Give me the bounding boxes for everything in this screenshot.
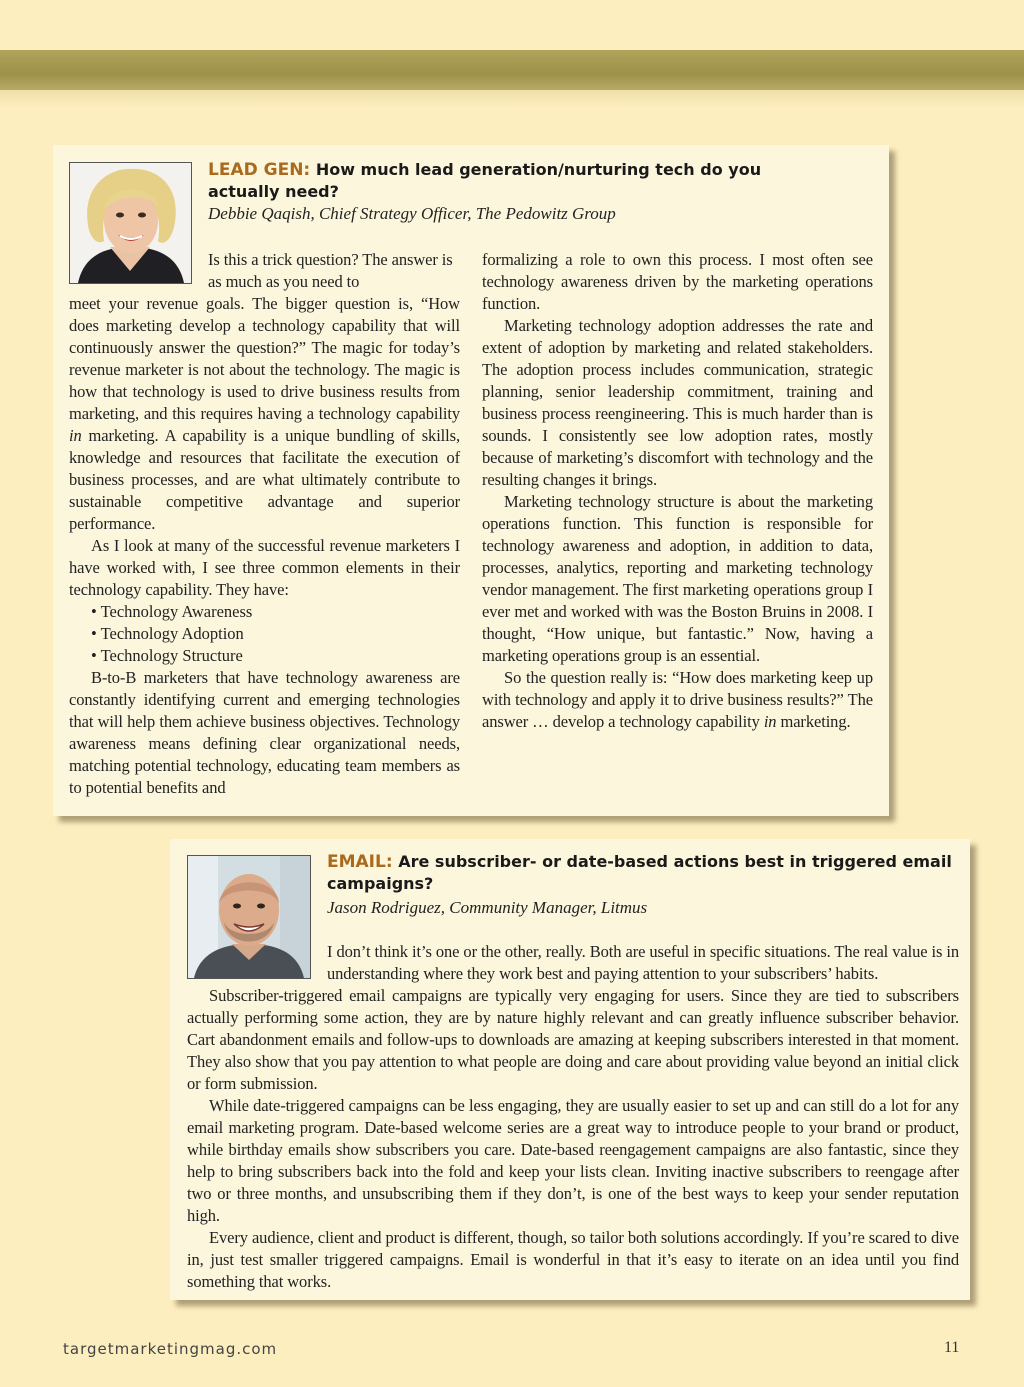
top-margin xyxy=(0,0,1024,50)
bullet-item: • Technology Adoption xyxy=(91,624,244,643)
article-headline xyxy=(208,159,808,203)
bullet-item: • Technology Awareness xyxy=(91,602,253,621)
article-headline xyxy=(327,851,957,895)
paragraph: formalizing a role to own this process. I most often see technology awareness driven by the marketing operations function. xyxy=(482,250,873,313)
paragraph xyxy=(482,667,873,733)
paragraph: Marketing technology adoption addresses the rate and extent of adoption by marketing and related stakeholders. The adoption process includes communication, strategic planning, senior leadership commitment, training and business process reengineering. This is much harder than is sounds. I consistently see low adoption rates, mostly because of marketing’s discomfort with technology and the resulting changes it brings. xyxy=(482,316,873,489)
paragraph-text: So the question really is: “How does marketing keep up with technology and apply it to drive business results?” The answer … develop a technology capability xyxy=(482,668,873,731)
header-band-shadow xyxy=(0,90,1024,108)
paragraph-text: marketing. A capability is a unique bundling of skills, knowledge and resources that facilitate the execution of business processes, and are what ultimately contribute to sustainable competitive advantage and superior performance. xyxy=(69,426,460,533)
paragraph: Subscriber-triggered email campaigns are typically very engaging for users. Since they are tied to subscribers actually performing some action, they are by nature highly relevant and can greatly influence subscriber behavior. Cart abandonment emails and follow-ups to downloads are amazing at keeping subscribers interested in that moment. They also show that you pay attention to what people are doing and care about providing value beyond an initial click or form submission. xyxy=(187,986,959,1093)
author-byline: Debbie Qaqish, Chief Strategy Officer, The Pedowitz Group xyxy=(208,204,616,223)
paragraph-text: marketing. xyxy=(776,712,851,731)
paragraph-text: meet your revenue goals. The bigger question is, “How does marketing develop a technology capability that will continuously answer the question?” The magic for today’s revenue marketer is not about the technology. The magic is how that technology is used to drive business results from marketing, and this requires having a technology capability xyxy=(69,294,460,423)
paragraph-lead-wrapped: Is this a trick question? The answer is as much as you need to xyxy=(208,250,453,291)
footer-website: targetmarketingmag.com xyxy=(63,1340,278,1358)
paragraph-emphasis: in xyxy=(69,426,82,445)
header-band xyxy=(0,50,1024,90)
headline-text: Are subscriber- or date-based actions best in triggered email campaigns? xyxy=(327,852,952,893)
paragraph: I don’t think it’s one or the other, really. Both are useful in specific situations. The real value is in understanding where they work best and paying attention to your subscribers’ habits. xyxy=(327,942,959,983)
paragraph: Marketing technology structure is about the marketing operations function. This function is responsible for technology awareness and adoption, in addition to data, processes, analytics, reporting and marketing technology vendor management. The first marketing operations group I ever met and worked with was the Boston Bruins in 2008. I thought, “How unique, but fantastic.” Now, having a marketing operations group is an essential. xyxy=(482,492,873,665)
paragraph: B-to-B marketers that have technology awareness are constantly identifying current and emerging technologies that will help them achieve business objectives. Technology awareness means defining clear organizational needs, matching potential technology, educating team members as to potential benefits and xyxy=(69,668,460,797)
article-column-left xyxy=(69,249,460,799)
headline-text: How much lead generation/nurturing tech do you actually need? xyxy=(208,160,762,201)
paragraph: Every audience, client and product is different, though, so tailor both solutions accordingly. If you’re scared to dive in, just test smaller triggered campaigns. Email is wonderful in that it’s easy to iterate on an idea until you find something that works. xyxy=(187,1228,959,1291)
paragraph-emphasis: in xyxy=(763,712,777,731)
page-number: 11 xyxy=(944,1339,960,1356)
paragraph: While date-triggered campaigns can be less engaging, they are usually easier to set up and can still do a lot for any email marketing program. Date-based welcome series are a great way to introduce people to your brand or product, while birthday emails show subscribers you care. Date-based reengagement campaigns are also fantastic, since they help to bring subscribers back into the fold and keep your lists clean. Inviting inactive subscribers to reengage after two or three months, and unsubscribing them if they don’t, is one of the best ways to keep your sender reputation high. xyxy=(187,1096,959,1225)
paragraph: As I look at many of the successful revenue marketers I have worked with, I see three common elements in their technology capability. They have: xyxy=(69,536,460,599)
email-article xyxy=(170,839,970,1300)
author-byline: Jason Rodriguez, Community Manager, Litmus xyxy=(327,898,648,917)
paragraph xyxy=(69,249,460,535)
section-keyword: EMAIL: xyxy=(327,852,393,872)
lead-gen-article xyxy=(53,145,889,816)
article-body xyxy=(187,941,959,1293)
section-keyword: LEAD GEN: xyxy=(208,160,311,180)
bullet-item: • Technology Structure xyxy=(91,646,243,665)
article-column-right xyxy=(482,249,873,733)
